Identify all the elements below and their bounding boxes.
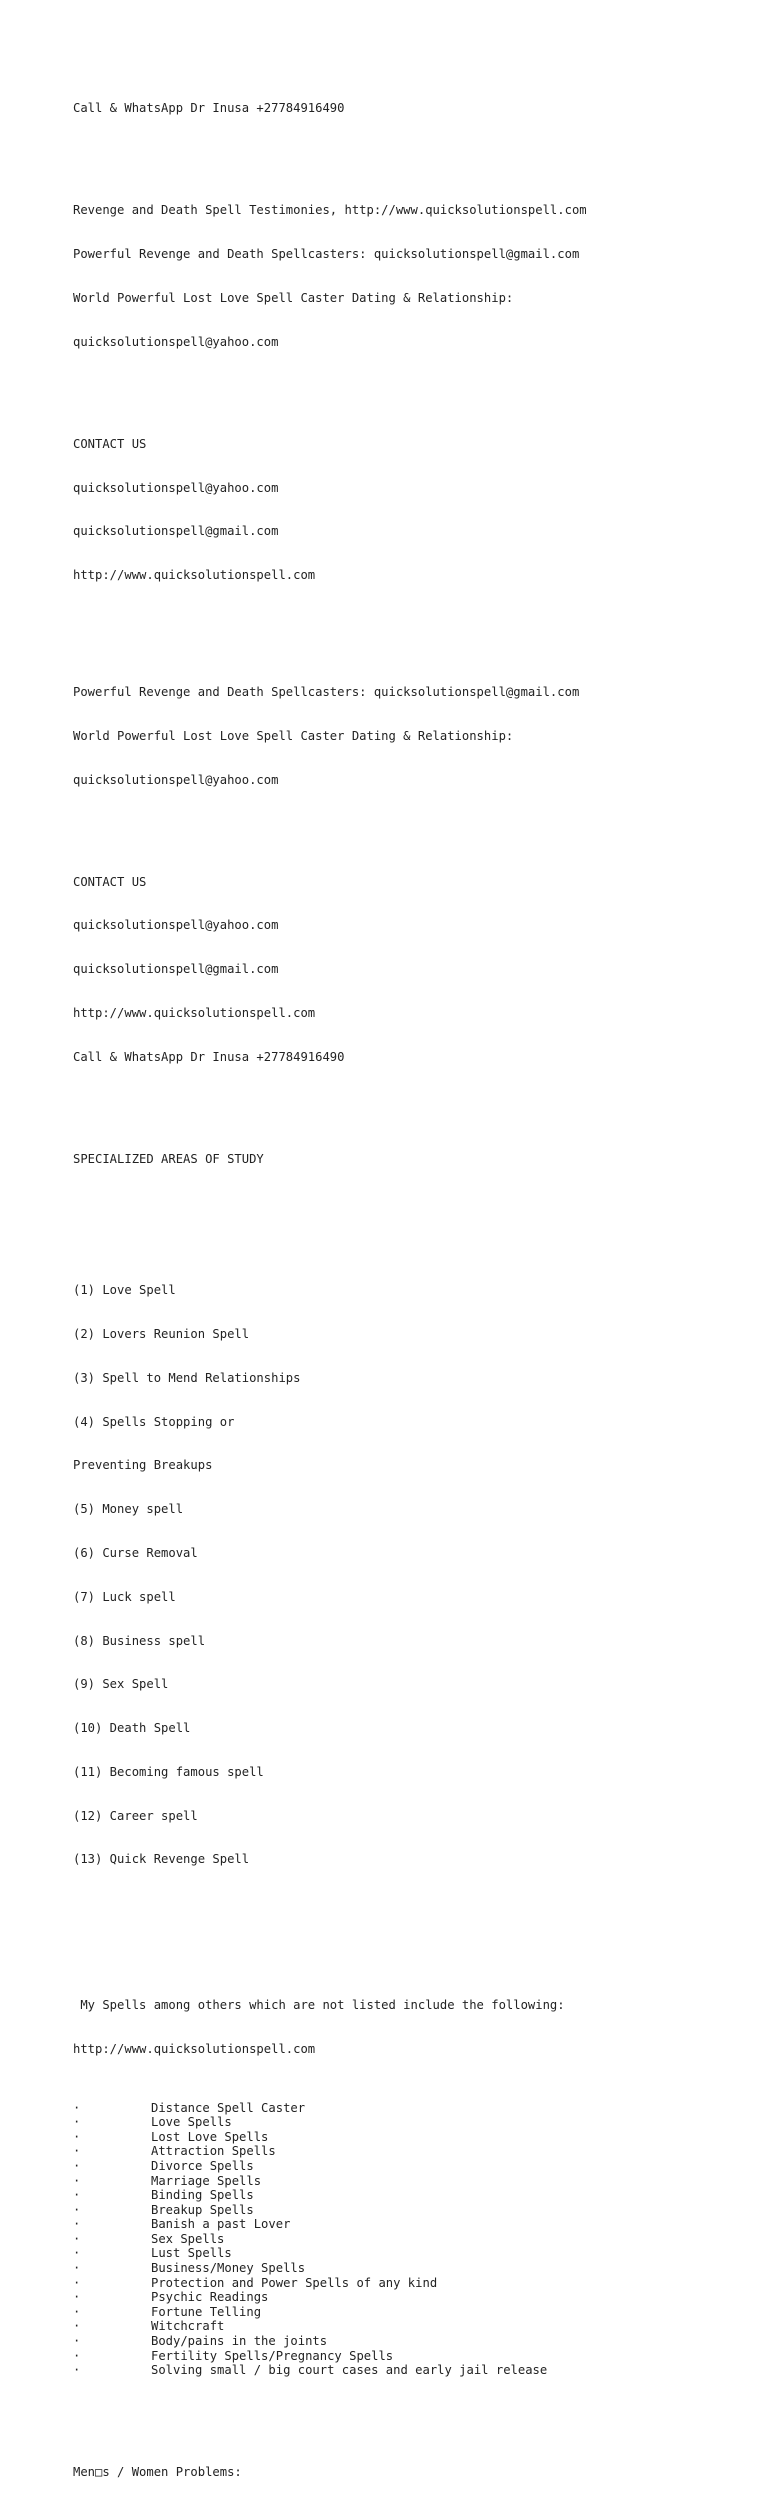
list-item bbox=[73, 2203, 753, 2218]
list-item: (13) Quick Revenge Spell bbox=[73, 1852, 250, 1867]
call-line: Call & WhatsApp Dr Inusa +27784916490 bbox=[73, 101, 345, 116]
spell-label: Attraction Spells bbox=[151, 2144, 276, 2159]
bullet-icon: · bbox=[73, 2202, 81, 2217]
bullet-icon: · bbox=[73, 2363, 81, 2378]
bullet-icon: · bbox=[73, 2144, 81, 2159]
contact-yahoo-link-2[interactable]: quicksolutionspell@yahoo.com bbox=[73, 918, 279, 933]
contact-gmail-link-2[interactable]: quicksolutionspell@gmail.com bbox=[73, 962, 279, 977]
spacer bbox=[73, 1925, 753, 1954]
bullet-icon: · bbox=[73, 2115, 81, 2130]
bullet-icon: · bbox=[73, 2158, 81, 2173]
yahoo-email-line: quicksolutionspell@yahoo.com bbox=[73, 334, 279, 349]
lost-love-line-2: World Powerful Lost Love Spell Caster Dating & Relationship: bbox=[73, 728, 514, 743]
list-item bbox=[73, 2334, 753, 2349]
spell-label: Sex Spells bbox=[151, 2231, 225, 2246]
contact-heading: CONTACT US bbox=[73, 436, 147, 451]
list-item bbox=[73, 2261, 753, 2276]
list-item bbox=[73, 2159, 753, 2174]
list-item bbox=[73, 2144, 753, 2159]
bullet-icon: · bbox=[73, 2275, 81, 2290]
spellcasters-line: Powerful Revenge and Death Spellcasters: quicksolutionspell@gmail.com bbox=[73, 247, 580, 262]
list-item bbox=[73, 2188, 753, 2203]
contact-website-link[interactable]: http://www.quicksolutionspell.com bbox=[73, 568, 316, 583]
list-item: (5) Money spell bbox=[73, 1502, 184, 1517]
contact-gmail-link[interactable]: quicksolutionspell@gmail.com bbox=[73, 524, 279, 539]
bullet-icon: · bbox=[73, 2304, 81, 2319]
problems-heading: Men□s / Women Problems: bbox=[73, 2465, 242, 2480]
contact-heading-2: CONTACT US bbox=[73, 874, 147, 889]
spacer bbox=[73, 145, 753, 160]
spell-label: Lust Spells bbox=[151, 2246, 232, 2261]
call-line-2: Call & WhatsApp Dr Inusa +27784916490 bbox=[73, 1049, 345, 1064]
spell-label: Psychic Readings bbox=[151, 2290, 269, 2305]
bullet-icon: · bbox=[73, 2100, 81, 2115]
bullet-icon: · bbox=[73, 2261, 81, 2276]
list-item: (1) Love Spell bbox=[73, 1283, 176, 1298]
list-item bbox=[73, 2174, 753, 2189]
list-item bbox=[73, 2290, 753, 2305]
list-item: (10) Death Spell bbox=[73, 1721, 191, 1736]
spellcasters-line-2: Powerful Revenge and Death Spellcasters: quicksolutionspell@gmail.com bbox=[73, 684, 580, 699]
list-item: (3) Spell to Mend Relationships bbox=[73, 1370, 301, 1385]
bullet-icon: · bbox=[73, 2188, 81, 2203]
list-item: (8) Business spell bbox=[73, 1633, 206, 1648]
spells-website-link[interactable]: http://www.quicksolutionspell.com bbox=[73, 2042, 316, 2057]
yahoo-email-line-2: quicksolutionspell@yahoo.com bbox=[73, 772, 279, 787]
testimonies-line: Revenge and Death Spell Testimonies, http://www.quicksolutionspell.com bbox=[73, 203, 587, 218]
list-item bbox=[73, 2305, 753, 2320]
spacer bbox=[73, 378, 753, 393]
list-item bbox=[73, 2115, 753, 2130]
bullet-icon: · bbox=[73, 2217, 81, 2232]
list-item bbox=[73, 2130, 753, 2145]
list-item bbox=[73, 2246, 753, 2261]
list-item: (4) Spells Stopping or bbox=[73, 1414, 235, 1429]
contact-website-link-2[interactable]: http://www.quicksolutionspell.com bbox=[73, 1006, 316, 1020]
spell-label: Lost Love Spells bbox=[151, 2129, 269, 2144]
spell-label: Solving small / big court cases and early jail release bbox=[151, 2363, 548, 2378]
spell-label: Binding Spells bbox=[151, 2188, 254, 2203]
spacer bbox=[73, 612, 753, 641]
spell-label: Breakup Spells bbox=[151, 2202, 254, 2217]
list-item bbox=[73, 2363, 753, 2378]
spell-label: Fortune Telling bbox=[151, 2304, 262, 2319]
spell-label: Body/pains in the joints bbox=[151, 2334, 328, 2349]
bullet-icon: · bbox=[73, 2334, 81, 2349]
bullet-icon: · bbox=[73, 2246, 81, 2261]
list-item bbox=[73, 2349, 753, 2364]
spell-label: Banish a past Lover bbox=[151, 2217, 291, 2232]
areas-list bbox=[73, 1254, 753, 1896]
bullet-icon: · bbox=[73, 2348, 81, 2363]
contact-yahoo-link[interactable]: quicksolutionspell@yahoo.com bbox=[73, 480, 279, 495]
list-item bbox=[73, 2217, 753, 2232]
spell-label: Fertility Spells/Pregnancy Spells bbox=[151, 2348, 394, 2363]
spacer bbox=[73, 1094, 753, 1109]
spacer bbox=[73, 1196, 753, 1211]
bullet-icon: · bbox=[73, 2290, 81, 2305]
areas-heading: SPECIALIZED AREAS OF STUDY bbox=[73, 1151, 264, 1166]
bullet-icon: · bbox=[73, 2319, 81, 2334]
spell-label: Protection and Power Spells of any kind bbox=[151, 2275, 438, 2290]
spacer bbox=[73, 2407, 753, 2422]
bullet-icon: · bbox=[73, 2129, 81, 2144]
spell-label: Love Spells bbox=[151, 2115, 232, 2130]
list-item: (11) Becoming famous spell bbox=[73, 1764, 264, 1779]
list-item: (12) Career spell bbox=[73, 1808, 198, 1823]
spacer bbox=[73, 816, 753, 831]
spell-label: Witchcraft bbox=[151, 2319, 225, 2334]
spells-list bbox=[73, 2101, 753, 2378]
lost-love-line: World Powerful Lost Love Spell Caster Dating & Relationship: bbox=[73, 290, 514, 305]
spell-label: Business/Money Spells bbox=[151, 2261, 306, 2276]
list-item: (6) Curse Removal bbox=[73, 1545, 198, 1560]
bullet-icon: · bbox=[73, 2231, 81, 2246]
spells-intro: My Spells among others which are not listed include the following: bbox=[73, 1998, 565, 2013]
list-item bbox=[73, 2319, 753, 2334]
bullet-icon: · bbox=[73, 2173, 81, 2188]
spell-label: Distance Spell Caster bbox=[151, 2100, 306, 2115]
list-item: (7) Luck spell bbox=[73, 1589, 176, 1604]
list-item: (9) Sex Spell bbox=[73, 1677, 169, 1692]
list-item bbox=[73, 2101, 753, 2116]
document-page bbox=[73, 72, 753, 2495]
list-item bbox=[73, 2276, 753, 2291]
list-item: (2) Lovers Reunion Spell bbox=[73, 1327, 250, 1342]
spell-label: Divorce Spells bbox=[151, 2158, 254, 2173]
spell-label: Marriage Spells bbox=[151, 2173, 262, 2188]
list-item bbox=[73, 2232, 753, 2247]
list-item: Preventing Breakups bbox=[73, 1458, 213, 1473]
